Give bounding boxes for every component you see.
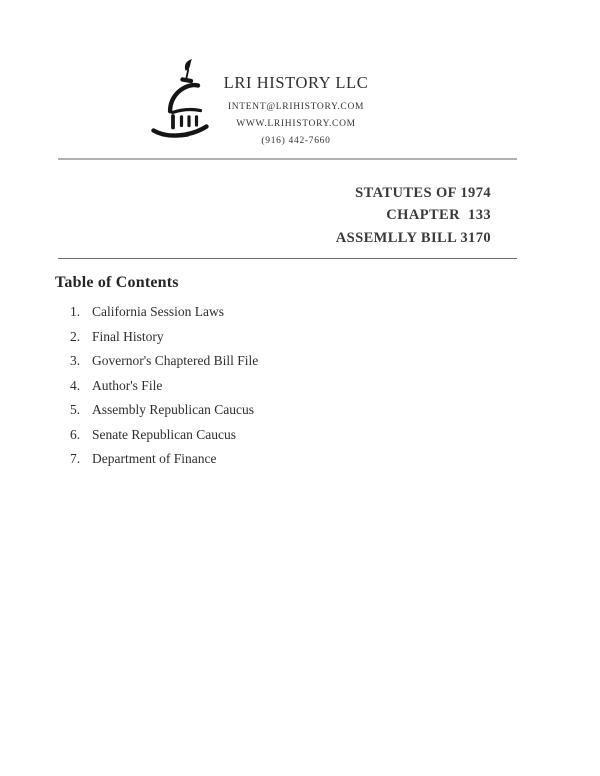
toc-item-label: Author's File bbox=[92, 377, 163, 393]
toc-item-number: 5. bbox=[70, 402, 81, 417]
toc-heading: Table of Contents bbox=[55, 274, 179, 291]
toc-item-number: 4. bbox=[70, 377, 81, 393]
bill-line: ASSEMLLY BILL 3170 bbox=[335, 229, 491, 246]
toc-item bbox=[70, 378, 258, 403]
section-divider bbox=[58, 258, 517, 259]
toc-item-label: Final History bbox=[92, 328, 164, 344]
toc-item bbox=[70, 451, 258, 476]
header-divider bbox=[58, 158, 517, 160]
toc-item-label: Governor's Chaptered Bill File bbox=[92, 353, 259, 368]
phone-text: (916) 442-7660 bbox=[261, 136, 331, 146]
reference-block bbox=[336, 182, 491, 249]
toc-item bbox=[70, 304, 258, 329]
toc-item-number: 1. bbox=[70, 304, 81, 319]
toc-item-number: 2. bbox=[70, 328, 81, 344]
toc-item bbox=[70, 353, 258, 378]
toc-item-label: California Session Laws bbox=[92, 304, 224, 319]
toc-list bbox=[70, 304, 258, 476]
toc-item-number: 6. bbox=[70, 426, 81, 442]
toc-item bbox=[70, 402, 258, 427]
toc-item-label: Department of Finance bbox=[92, 451, 217, 466]
toc-item-number: 7. bbox=[70, 451, 81, 466]
website-text: WWW.LRIHISTORY.COM bbox=[236, 119, 356, 129]
email-text: INTENT@LRIHISTORY.COM bbox=[227, 102, 365, 112]
letterhead bbox=[186, 73, 406, 150]
company-name: LRI HISTORY LLC bbox=[223, 73, 369, 92]
toc-item-label: Assembly Republican Caucus bbox=[92, 402, 254, 417]
toc-item-number: 3. bbox=[70, 353, 81, 368]
toc-item bbox=[70, 329, 258, 354]
chapter-line: CHAPTER 133 bbox=[386, 207, 491, 224]
statutes-line: STATUTES OF 1974 bbox=[355, 185, 491, 201]
toc-item-label: Senate Republican Caucus bbox=[92, 426, 236, 442]
toc-item bbox=[70, 427, 258, 452]
